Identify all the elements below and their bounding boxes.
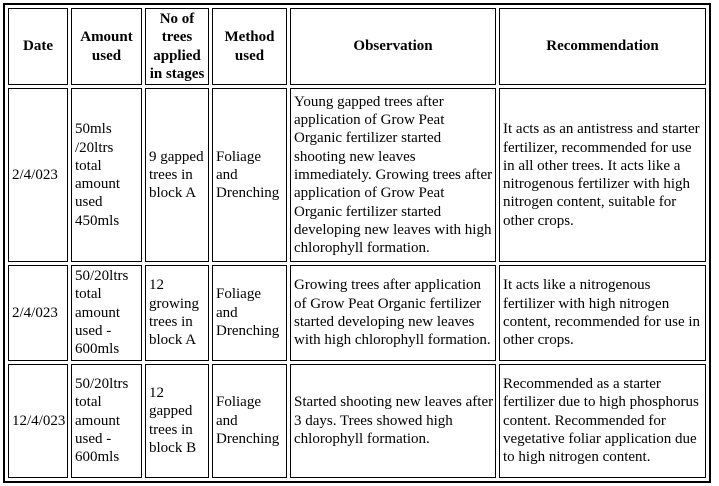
- cell-no-of-trees: 12 gapped trees in block B: [145, 364, 209, 478]
- column-header-method-used: Method used: [212, 8, 287, 85]
- cell-method-used: Foliage and Drenching: [212, 265, 287, 360]
- column-header-recommendation: Recommendation: [499, 8, 706, 85]
- cell-amount-used: 50mls /20ltrs total amount used 450mls: [71, 88, 142, 262]
- cell-amount-used: 50/20ltrs total amount used - 600mls: [71, 265, 142, 360]
- column-header-date: Date: [8, 8, 68, 85]
- cell-no-of-trees: 9 gapped trees in block A: [145, 88, 209, 262]
- fertilizer-application-table: [3, 3, 711, 483]
- table-header: [8, 8, 706, 85]
- column-header-observation: Observation: [290, 8, 496, 85]
- header-row: [8, 8, 706, 85]
- cell-recommendation: It acts as an antistress and starter fertilizer, recommended for use in all other trees. It acts like a nitrogenous fertilizer with high nitrogen content, suitable for other crops.: [499, 88, 706, 262]
- cell-recommendation: It acts like a nitrogenous fertilizer with high nitrogen content, recommended for use in other crops.: [499, 265, 706, 360]
- cell-amount-used: 50/20ltrs total amount used - 600mls: [71, 364, 142, 478]
- column-header-amount-used: Amount used: [71, 8, 142, 85]
- table-row: [8, 265, 706, 360]
- table-body: [8, 88, 706, 477]
- column-header-no-of-trees: No of trees applied in stages: [145, 8, 209, 85]
- table-row: [8, 364, 706, 478]
- cell-date: 12/4/023: [8, 364, 68, 478]
- cell-observation: Started shooting new leaves after 3 days. Trees showed high chlorophyll formation.: [290, 364, 496, 478]
- cell-method-used: Foliage and Drenching: [212, 88, 287, 262]
- table-row: [8, 88, 706, 262]
- cell-observation: Young gapped trees after application of Grow Peat Organic fertilizer started shooting new leaves immediately. Growing trees after application of Grow Peat Organic fertilizer started developing new leaves with high chlorophyll formation.: [290, 88, 496, 262]
- cell-method-used: Foliage and Drenching: [212, 364, 287, 478]
- cell-date: 2/4/023: [8, 265, 68, 360]
- cell-observation: Growing trees after application of Grow Peat Organic fertilizer started developing new leaves with high chlorophyll formation.: [290, 265, 496, 360]
- cell-recommendation: Recommended as a starter fertilizer due to high phosphorus content. Recommended for vegetative foliar application due to high nitrogen content.: [499, 364, 706, 478]
- cell-date: 2/4/023: [8, 88, 68, 262]
- cell-no-of-trees: 12 growing trees in block A: [145, 265, 209, 360]
